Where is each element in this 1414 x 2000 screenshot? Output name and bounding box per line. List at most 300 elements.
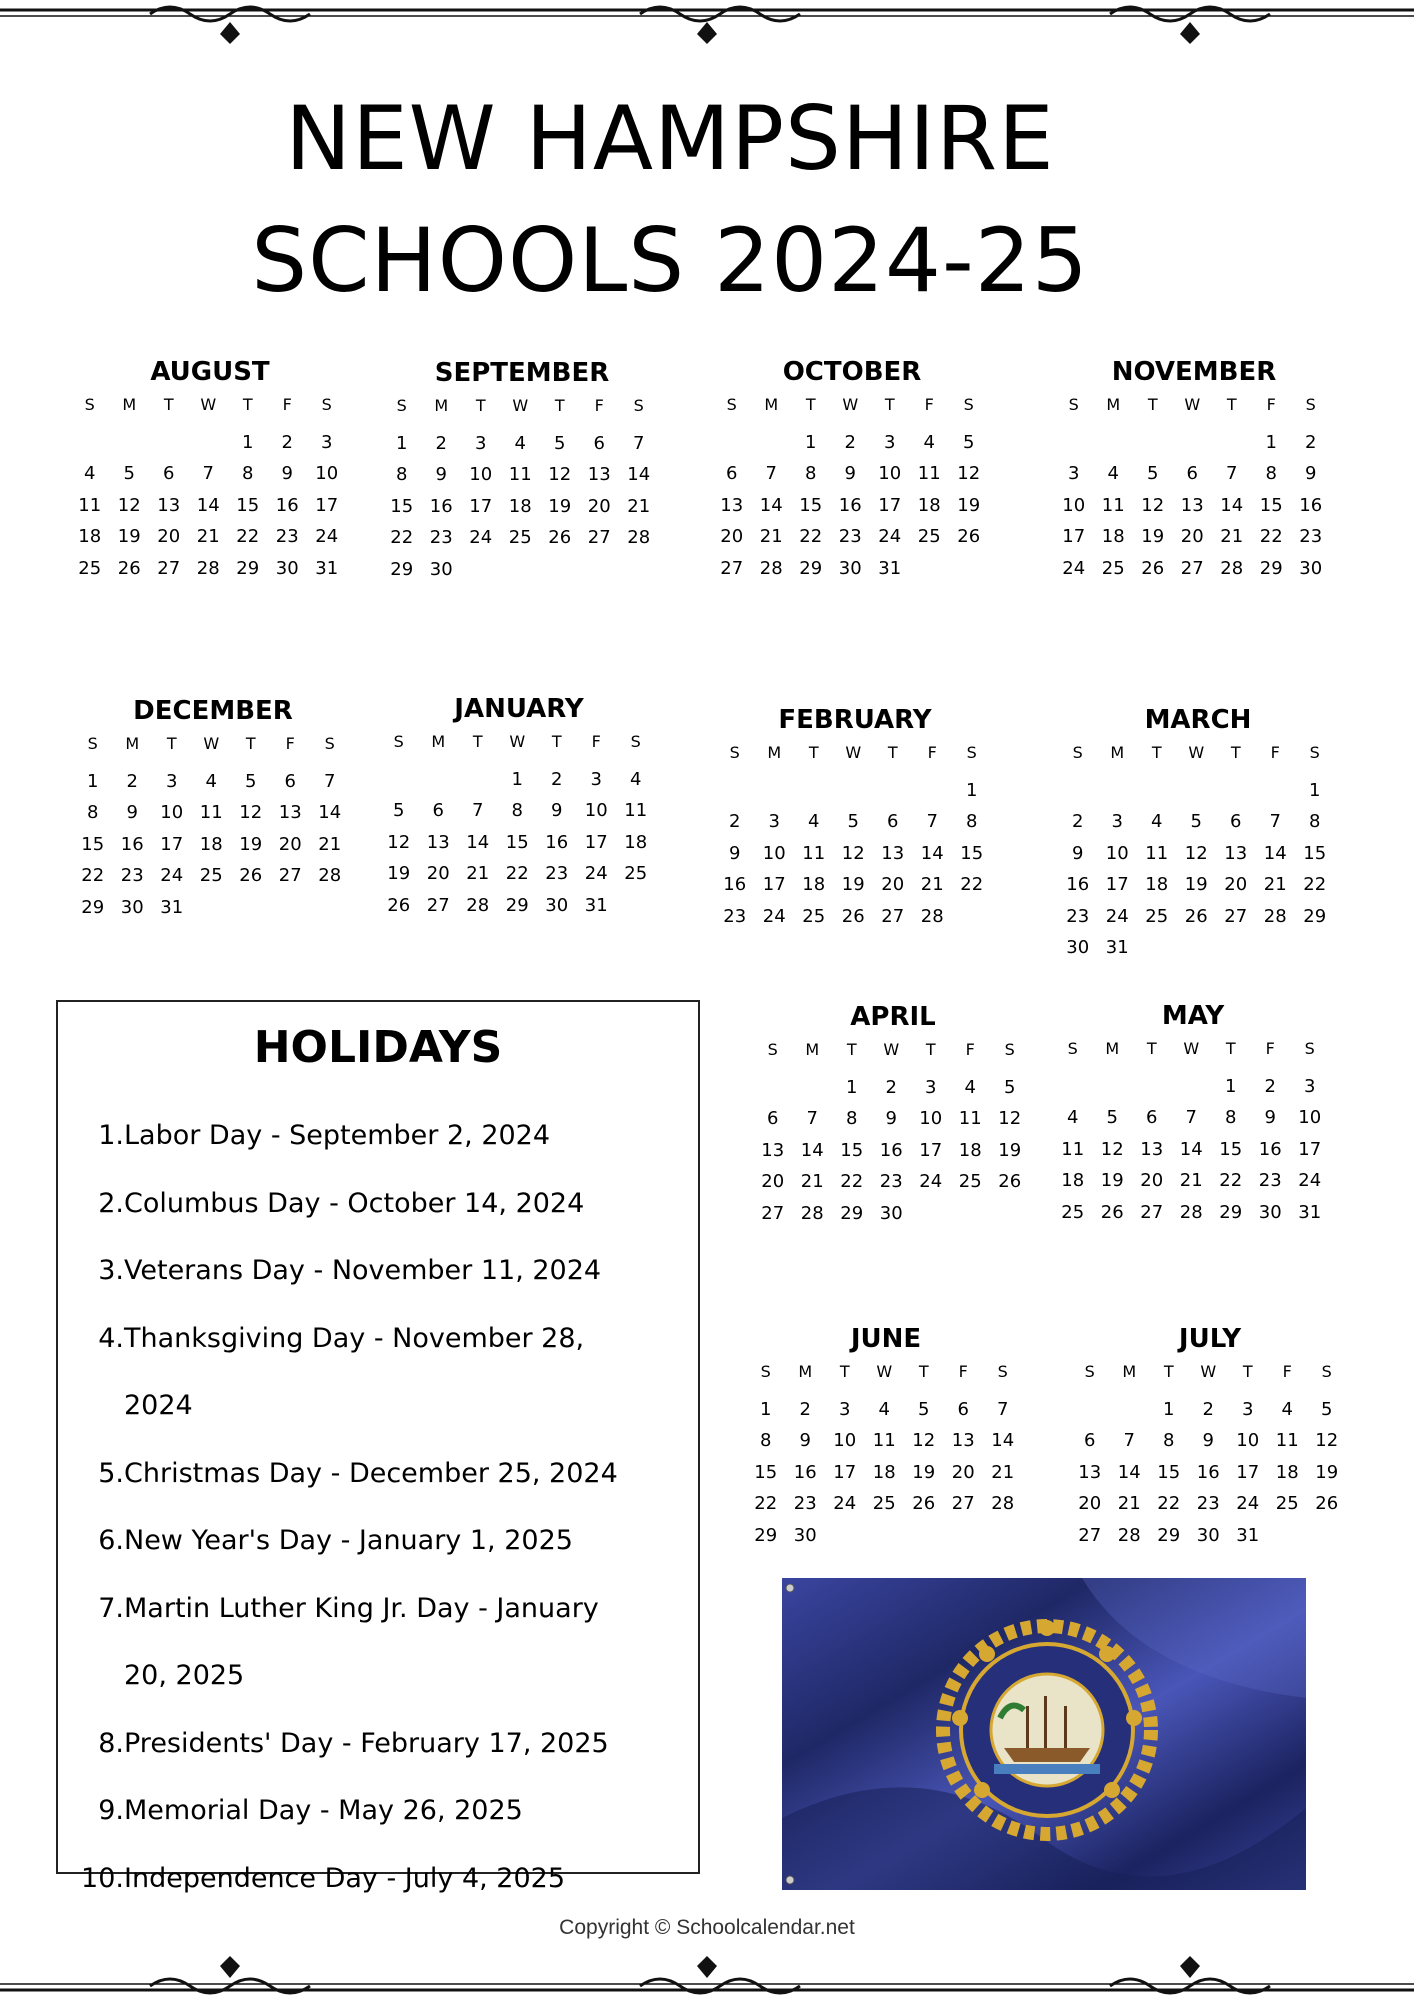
- day-cell: 17: [1105, 874, 1129, 896]
- day-cell: 30: [1258, 1201, 1282, 1223]
- weekday-label: W: [1200, 1362, 1217, 1381]
- day-cell: 14: [1179, 1138, 1203, 1160]
- day-cell: 13: [951, 1430, 975, 1452]
- day-cell: 20: [761, 1171, 785, 1193]
- day-cell: 24: [1062, 557, 1086, 579]
- day-cell: 13: [1224, 842, 1248, 864]
- weekday-label: F: [285, 734, 295, 753]
- weekday-label: S: [1004, 1040, 1015, 1059]
- day-cell: 2: [126, 771, 138, 792]
- weekday-label: F: [1266, 395, 1276, 414]
- day-cell: 31: [315, 557, 339, 579]
- weekday-label: F: [924, 395, 934, 414]
- empty-cell: [1172, 1071, 1212, 1102]
- holiday-text: Presidents' Day - February 17, 2025: [124, 1727, 609, 1759]
- weekday-label: S: [767, 1040, 778, 1059]
- day-cell: 13: [720, 494, 744, 516]
- day-cell: 19: [1141, 526, 1165, 548]
- day-cell: 1: [760, 1399, 772, 1420]
- day-cell: 9: [885, 1108, 897, 1130]
- day-cell: 19: [1315, 1461, 1339, 1483]
- weekday-label: S: [726, 395, 737, 414]
- holidays-title: HOLIDAYS: [253, 1022, 503, 1073]
- day-cell: 12: [117, 494, 141, 516]
- day-cell: 20: [1180, 526, 1204, 548]
- weekday-label: T: [846, 1040, 857, 1059]
- day-cell: 10: [469, 464, 493, 486]
- day-cell: 17: [1062, 526, 1086, 548]
- day-cell: 28: [920, 905, 944, 927]
- day-cell: 21: [196, 526, 220, 548]
- day-cell: 24: [160, 865, 184, 887]
- holiday-item: [58, 1845, 644, 1913]
- day-cell: 28: [1263, 905, 1287, 927]
- day-cell: 22: [840, 1171, 864, 1193]
- day-cell: 2: [1305, 432, 1317, 453]
- day-cell: 20: [587, 495, 611, 517]
- day-cell: 27: [426, 894, 450, 916]
- day-cell: 29: [1259, 557, 1283, 579]
- month-grid: [712, 389, 992, 584]
- day-cell: 30: [275, 557, 299, 579]
- weekday-label: S: [1084, 1362, 1095, 1381]
- day-cell: 5: [123, 463, 135, 485]
- weekday-label: W: [512, 396, 529, 415]
- holiday-number: 7.: [98, 1592, 124, 1624]
- day-cell: 10: [1298, 1107, 1322, 1129]
- day-cell: 25: [1061, 1201, 1085, 1223]
- day-cell: 10: [584, 800, 608, 822]
- day-cell: 15: [1303, 842, 1327, 864]
- new-hampshire-flag-image: [782, 1578, 1306, 1890]
- day-cell: 28: [318, 865, 342, 887]
- day-cell: 16: [1258, 1138, 1282, 1160]
- day-cell: 23: [723, 905, 747, 927]
- holiday-number: 3.: [98, 1255, 124, 1286]
- day-cell: 8: [805, 463, 817, 485]
- holiday-number: 2.: [98, 1187, 124, 1219]
- day-cell: 6: [593, 433, 605, 454]
- month-grid: [715, 737, 995, 932]
- day-cell: 24: [315, 526, 339, 548]
- weekday-label: F: [927, 743, 937, 762]
- day-cell: 26: [841, 905, 865, 927]
- day-cell: 24: [1298, 1170, 1322, 1192]
- day-cell: 2: [1072, 811, 1084, 833]
- day-cell: 3: [590, 769, 602, 790]
- empty-cell: [913, 775, 953, 806]
- day-cell: 24: [833, 1493, 857, 1515]
- day-cell: 25: [508, 527, 532, 549]
- day-cell: 29: [1303, 905, 1327, 927]
- holiday-text: Veterans Day - November 11, 2024: [124, 1255, 602, 1286]
- day-cell: 23: [1196, 1493, 1220, 1515]
- day-cell: 26: [117, 557, 141, 579]
- day-cell: 27: [1224, 905, 1248, 927]
- day-cell: 19: [1184, 874, 1208, 896]
- day-cell: 29: [81, 896, 105, 918]
- weekday-label: T: [242, 395, 253, 414]
- day-cell: 20: [720, 526, 744, 548]
- day-cell: 10: [762, 842, 786, 864]
- day-cell: 21: [1179, 1170, 1203, 1192]
- holiday-item: [58, 1305, 644, 1440]
- month-january: [379, 692, 659, 921]
- day-cell: 1: [966, 780, 978, 801]
- day-cell: 18: [624, 831, 648, 853]
- day-cell: 9: [729, 842, 741, 864]
- day-cell: 13: [1140, 1138, 1164, 1160]
- day-cell: 13: [1180, 494, 1204, 516]
- day-cell: 12: [1315, 1430, 1339, 1452]
- day-cell: 14: [196, 494, 220, 516]
- day-cell: 16: [545, 831, 569, 853]
- weekday-label: S: [966, 743, 977, 762]
- day-cell: 21: [920, 874, 944, 896]
- weekday-label: T: [475, 396, 486, 415]
- weekday-label: T: [245, 734, 256, 753]
- month-grid: [746, 1356, 1026, 1551]
- holiday-text: Columbus Day - October 14, 2024: [124, 1187, 585, 1219]
- day-cell: 6: [767, 1108, 779, 1130]
- copyright-text: Copyright © Schoolcalendar.net: [559, 1916, 855, 1939]
- day-cell: 12: [841, 842, 865, 864]
- day-cell: 2: [799, 1399, 811, 1420]
- weekday-label: T: [805, 395, 816, 414]
- empty-cell: [1137, 775, 1177, 806]
- day-cell: 12: [1141, 494, 1165, 516]
- day-cell: 7: [324, 771, 336, 792]
- day-cell: 15: [799, 494, 823, 516]
- day-cell: 3: [839, 1399, 851, 1420]
- day-cell: 4: [84, 463, 96, 485]
- month-name: NOVEMBER: [1111, 357, 1277, 387]
- weekday-label: M: [1122, 1362, 1137, 1381]
- weekday-label: S: [84, 395, 95, 414]
- weekday-label: S: [1305, 395, 1316, 414]
- month-grid: [1070, 1356, 1350, 1551]
- day-cell: 6: [887, 811, 899, 833]
- day-cell: 15: [81, 833, 105, 855]
- day-cell: 29: [505, 894, 529, 916]
- day-cell: 15: [1259, 494, 1283, 516]
- day-cell: 26: [1315, 1493, 1339, 1515]
- day-cell: 7: [1226, 463, 1238, 485]
- day-cell: 8: [1163, 1430, 1175, 1452]
- day-cell: 18: [958, 1139, 982, 1161]
- day-cell: 1: [805, 432, 817, 453]
- day-cell: 27: [278, 865, 302, 887]
- day-cell: 23: [793, 1493, 817, 1515]
- month-august: [70, 355, 350, 584]
- holiday-item: [58, 1170, 644, 1238]
- day-cell: 30: [1066, 936, 1090, 958]
- holiday-text: Martin Luther King Jr. Day - January 20, 2025: [124, 1592, 599, 1691]
- day-cell: 5: [1004, 1077, 1016, 1098]
- day-cell: 13: [426, 831, 450, 853]
- day-cell: 27: [951, 1493, 975, 1515]
- empty-cell: [752, 427, 792, 458]
- month-july: [1070, 1322, 1350, 1551]
- day-cell: 25: [199, 865, 223, 887]
- empty-cell: [189, 427, 229, 458]
- holiday-item: [58, 1777, 644, 1845]
- day-cell: 28: [1179, 1201, 1203, 1223]
- day-cell: 21: [627, 495, 651, 517]
- weekday-label: F: [1270, 743, 1280, 762]
- day-cell: 18: [199, 833, 223, 855]
- day-cell: 13: [1078, 1461, 1102, 1483]
- day-cell: 18: [917, 494, 941, 516]
- day-cell: 4: [1067, 1107, 1079, 1129]
- weekday-label: M: [122, 395, 137, 414]
- day-cell: 24: [919, 1171, 943, 1193]
- day-cell: 15: [1157, 1461, 1181, 1483]
- day-cell: 9: [799, 1430, 811, 1452]
- day-cell: 6: [1230, 811, 1242, 833]
- month-november: [1054, 355, 1334, 584]
- day-cell: 9: [1202, 1430, 1214, 1452]
- day-cell: 24: [584, 863, 608, 885]
- day-cell: 14: [1220, 494, 1244, 516]
- weekday-label: T: [887, 743, 898, 762]
- day-cell: 29: [754, 1524, 778, 1546]
- day-cell: 12: [1184, 842, 1208, 864]
- day-cell: 18: [1145, 874, 1169, 896]
- empty-cell: [793, 1072, 833, 1103]
- empty-cell: [1177, 775, 1217, 806]
- weekday-label: S: [1321, 1362, 1332, 1381]
- day-cell: 20: [157, 526, 181, 548]
- day-cell: 4: [630, 769, 642, 790]
- day-cell: 31: [584, 894, 608, 916]
- empty-cell: [1070, 1394, 1110, 1425]
- day-cell: 14: [1263, 842, 1287, 864]
- day-cell: 5: [918, 1399, 930, 1420]
- empty-cell: [1173, 427, 1213, 458]
- day-cell: 30: [120, 896, 144, 918]
- day-cell: 5: [1147, 463, 1159, 485]
- month-name: JANUARY: [454, 694, 584, 724]
- day-cell: 1: [1309, 780, 1321, 801]
- weekday-label: W: [1183, 1039, 1200, 1058]
- weekday-label: T: [1151, 743, 1162, 762]
- weekday-label: S: [963, 395, 974, 414]
- day-cell: 2: [281, 432, 293, 453]
- weekday-label: S: [87, 734, 98, 753]
- day-cell: 17: [919, 1139, 943, 1161]
- day-cell: 14: [991, 1430, 1015, 1452]
- empty-cell: [753, 1072, 793, 1103]
- empty-cell: [1133, 427, 1173, 458]
- day-cell: 19: [957, 494, 981, 516]
- weekday-label: S: [1072, 743, 1083, 762]
- weekday-label: W: [876, 1362, 893, 1381]
- day-cell: 20: [278, 833, 302, 855]
- day-cell: 16: [275, 494, 299, 516]
- day-cell: 25: [872, 1493, 896, 1515]
- day-cell: 25: [802, 905, 826, 927]
- empty-cell: [1094, 427, 1134, 458]
- day-cell: 11: [958, 1108, 982, 1130]
- day-cell: 29: [840, 1202, 864, 1224]
- day-cell: 2: [885, 1077, 897, 1098]
- holiday-item: [58, 1575, 644, 1710]
- day-cell: 10: [919, 1108, 943, 1130]
- weekday-label: T: [1163, 1362, 1174, 1381]
- day-cell: 8: [87, 802, 99, 824]
- day-cell: 27: [761, 1202, 785, 1224]
- day-cell: 30: [1299, 557, 1323, 579]
- weekday-label: W: [845, 743, 862, 762]
- holiday-number: 6.: [98, 1525, 124, 1556]
- day-cell: 22: [81, 865, 105, 887]
- day-cell: 12: [998, 1108, 1022, 1130]
- day-cell: 20: [1078, 1493, 1102, 1515]
- day-cell: 21: [759, 526, 783, 548]
- day-cell: 27: [157, 557, 181, 579]
- day-cell: 26: [957, 526, 981, 548]
- day-cell: 27: [720, 557, 744, 579]
- empty-cell: [712, 427, 752, 458]
- day-cell: 23: [879, 1171, 903, 1193]
- weekday-label: T: [918, 1362, 929, 1381]
- month-name: JULY: [1178, 1324, 1242, 1354]
- weekday-label: F: [1265, 1039, 1275, 1058]
- day-cell: 6: [163, 463, 175, 485]
- weekday-label: M: [805, 1040, 820, 1059]
- weekday-label: W: [200, 395, 217, 414]
- day-cell: 22: [1259, 526, 1283, 548]
- holiday-number: 4.: [98, 1322, 124, 1354]
- day-cell: 28: [466, 894, 490, 916]
- day-cell: 11: [802, 842, 826, 864]
- day-cell: 2: [844, 432, 856, 453]
- day-cell: 14: [627, 464, 651, 486]
- weekday-label: S: [321, 395, 332, 414]
- month-name: SEPTEMBER: [434, 358, 610, 388]
- day-cell: 30: [1196, 1524, 1220, 1546]
- top-ornament-border: [0, 0, 1414, 48]
- month-april: [753, 1000, 1033, 1229]
- holiday-item: [58, 1102, 644, 1170]
- day-cell: 5: [1106, 1107, 1118, 1129]
- weekday-label: T: [808, 743, 819, 762]
- day-cell: 24: [878, 526, 902, 548]
- weekday-label: M: [1105, 1039, 1120, 1058]
- day-cell: 14: [1117, 1461, 1141, 1483]
- day-cell: 17: [315, 494, 339, 516]
- empty-cell: [873, 775, 913, 806]
- day-cell: 11: [1061, 1138, 1085, 1160]
- holiday-number: 1.: [98, 1120, 124, 1151]
- weekday-label: T: [472, 732, 483, 751]
- day-cell: 25: [1145, 905, 1169, 927]
- weekday-label: M: [125, 734, 140, 753]
- day-cell: 30: [793, 1524, 817, 1546]
- day-cell: 21: [466, 863, 490, 885]
- day-cell: 19: [239, 833, 263, 855]
- day-cell: 5: [554, 433, 566, 454]
- day-cell: 10: [315, 463, 339, 485]
- day-cell: 18: [78, 526, 102, 548]
- weekday-label: T: [884, 395, 895, 414]
- day-cell: 4: [1281, 1399, 1293, 1420]
- day-cell: 28: [759, 557, 783, 579]
- month-grid: [753, 1034, 1033, 1229]
- day-cell: 23: [1258, 1170, 1282, 1192]
- day-cell: 5: [393, 800, 405, 822]
- holiday-text: Independence Day - July 4, 2025: [124, 1862, 566, 1894]
- month-grid: [73, 728, 353, 923]
- day-cell: 19: [912, 1461, 936, 1483]
- day-cell: 10: [833, 1430, 857, 1452]
- day-cell: 2: [729, 811, 741, 833]
- day-cell: 1: [87, 771, 99, 792]
- day-cell: 5: [1321, 1399, 1333, 1420]
- holidays-box: [56, 1000, 700, 1894]
- month-name: OCTOBER: [782, 357, 922, 387]
- day-cell: 8: [511, 800, 523, 822]
- day-cell: 4: [808, 811, 820, 833]
- empty-cell: [715, 775, 755, 806]
- day-cell: 24: [469, 527, 493, 549]
- month-february: [715, 703, 995, 932]
- day-cell: 8: [396, 464, 408, 486]
- day-cell: 8: [966, 811, 978, 833]
- day-cell: 15: [390, 495, 414, 517]
- day-cell: 26: [912, 1493, 936, 1515]
- day-cell: 30: [429, 558, 453, 580]
- day-cell: 30: [879, 1202, 903, 1224]
- month-grid: [70, 389, 350, 584]
- day-cell: 21: [1117, 1493, 1141, 1515]
- day-cell: 29: [1157, 1524, 1181, 1546]
- weekday-label: F: [958, 1362, 968, 1381]
- day-cell: 16: [793, 1461, 817, 1483]
- weekday-label: M: [1110, 743, 1125, 762]
- day-cell: 3: [1068, 463, 1080, 485]
- month-name: MAY: [1161, 1001, 1225, 1031]
- day-cell: 17: [469, 495, 493, 517]
- month-name: FEBRUARY: [778, 705, 932, 735]
- day-cell: 22: [754, 1493, 778, 1515]
- weekday-label: S: [1067, 1039, 1078, 1058]
- day-cell: 3: [1242, 1399, 1254, 1420]
- day-cell: 29: [1219, 1201, 1243, 1223]
- weekday-label: T: [166, 734, 177, 753]
- day-cell: 29: [799, 557, 823, 579]
- day-cell: 6: [432, 800, 444, 822]
- bottom-ornament-border: [0, 1952, 1414, 2000]
- day-cell: 13: [587, 464, 611, 486]
- weekday-label: T: [554, 396, 565, 415]
- empty-cell: [1212, 427, 1252, 458]
- day-cell: 22: [236, 526, 260, 548]
- weekday-label: M: [431, 732, 446, 751]
- day-cell: 17: [833, 1461, 857, 1483]
- day-cell: 25: [78, 557, 102, 579]
- day-cell: 7: [806, 1108, 818, 1130]
- day-cell: 22: [799, 526, 823, 548]
- empty-cell: [1093, 1071, 1133, 1102]
- day-cell: 6: [1186, 463, 1198, 485]
- day-cell: 6: [726, 463, 738, 485]
- day-cell: 25: [1275, 1493, 1299, 1515]
- day-cell: 4: [514, 433, 526, 454]
- month-june: [746, 1322, 1026, 1551]
- holiday-text: New Year's Day - January 1, 2025: [124, 1525, 573, 1556]
